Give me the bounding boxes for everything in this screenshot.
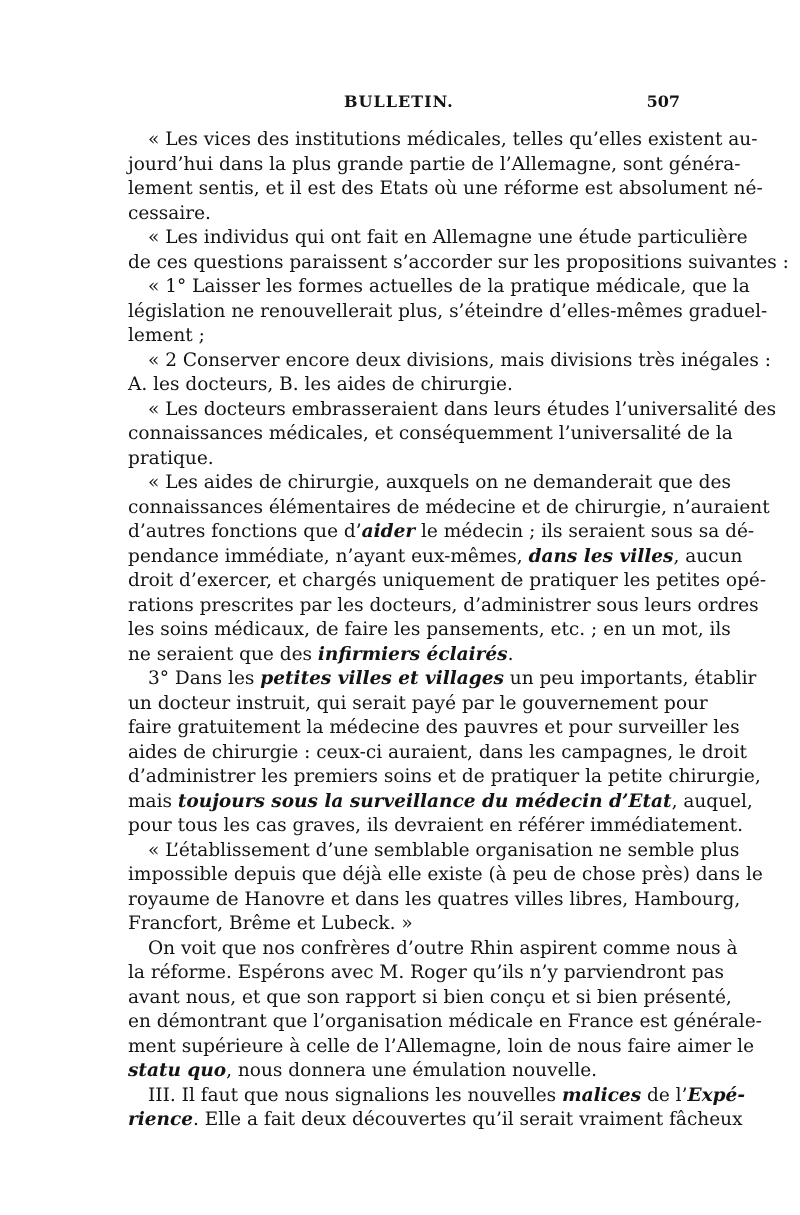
text-line: statu quo, nous donnera une émulation nouvelle. bbox=[128, 1060, 598, 1081]
text-line: en démontrant que l’organisation médicale en France est générale- bbox=[128, 1011, 762, 1032]
text-line: pratique. bbox=[128, 447, 214, 469]
text-line: législation ne renouvellerait plus, s’éteindre d’elles-mêmes graduel- bbox=[128, 300, 768, 322]
text-line: mais toujours sous la surveillance du médecin d’Etat, auquel, bbox=[128, 790, 753, 812]
text-line: les soins médicaux, de faire les pansements, etc. ; en un mot, ils bbox=[128, 619, 731, 640]
text-line: la réforme. Espérons avec M. Roger qu’ils n’y parviendront pas bbox=[128, 962, 725, 983]
text-line: A. les docteurs, B. les aides de chirurgie. bbox=[128, 374, 513, 395]
text-line: « Les individus qui ont fait en Allemagne une étude particulière bbox=[148, 227, 748, 248]
text-line: 3° Dans les petites villes et villages un peu importants, établir bbox=[148, 668, 757, 689]
text-line: « Les vices des institutions médicales, telles qu’elles existent au- bbox=[148, 129, 758, 150]
text-line: connaissances élémentaires de médecine et de chirurgie, n’auraient bbox=[128, 496, 770, 518]
text-line: jourd’hui dans la plus grande partie de l’Allemagne, sont généra- bbox=[128, 153, 741, 175]
text-line: « Les docteurs embrasseraient dans leurs études l’universalité des bbox=[148, 398, 777, 420]
text-line: rience. Elle a fait deux découvertes qu’il serait vraiment fâcheux bbox=[128, 1109, 743, 1130]
running-title: BULLETIN. bbox=[344, 92, 454, 111]
text-line: d’administrer les premiers soins et de pratiquer la petite chirurgie, bbox=[128, 766, 761, 787]
text-line: aides de chirurgie : ceux-ci auraient, dans les campagnes, le droit bbox=[128, 741, 747, 763]
text-line: droit d’exercer, et chargés uniquement de pratiquer les petites opé- bbox=[128, 570, 767, 591]
text-line: un docteur instruit, qui serait payé par le gouvernement pour bbox=[128, 692, 708, 714]
text-line: Francfort, Brême et Lubeck. » bbox=[128, 913, 413, 934]
text-line: « 1° Laisser les formes actuelles de la pratique médicale, que la bbox=[148, 276, 750, 297]
text-line: lement sentis, et il est des Etats où une réforme est absolument né- bbox=[128, 178, 763, 199]
text-line: On voit que nos confrères d’outre Rhin aspirent comme nous à bbox=[148, 937, 738, 959]
text-line: cessaire. bbox=[128, 202, 211, 224]
text-line: III. Il faut que nous signalions les nouvelles malices de l’Expé- bbox=[148, 1084, 745, 1106]
body-text bbox=[128, 128, 789, 1133]
text-line: rations prescrites par les docteurs, d’administrer sous leurs ordres bbox=[128, 594, 759, 616]
page-number: 507 bbox=[646, 92, 680, 111]
text-line: ment supérieure à celle de l’Allemagne, loin de nous faire aimer le bbox=[128, 1035, 755, 1057]
text-line: lement ; bbox=[128, 325, 205, 346]
text-line: « L’établissement d’une semblable organisation ne semble plus bbox=[148, 839, 740, 861]
text-line: faire gratuitement la médecine des pauvres et pour surveiller les bbox=[128, 717, 740, 738]
text-line: « 2 Conserver encore deux divisions, mais divisions très inégales : bbox=[148, 349, 771, 371]
text-line: d’autres fonctions que d’aider le médecin ; ils seraient sous sa dé- bbox=[128, 521, 755, 542]
page-header bbox=[128, 92, 680, 120]
text-line: pendance immédiate, n’ayant eux-mêmes, dans les villes, aucun bbox=[128, 545, 743, 567]
text-line: impossible depuis que déjà elle existe (à peu de chose près) dans le bbox=[128, 864, 763, 885]
text-line: pour tous les cas graves, ils devraient en référer immédiatement. bbox=[128, 815, 743, 836]
text-line: de ces questions paraissent s’accorder sur les propositions suivantes : bbox=[128, 251, 789, 273]
text-line: « Les aides de chirurgie, auxquels on ne demanderait que des bbox=[148, 472, 731, 493]
text-line: ne seraient que des infirmiers éclairés. bbox=[128, 643, 514, 665]
text-line: avant nous, et que son rapport si bien conçu et si bien présenté, bbox=[128, 986, 732, 1008]
text-line: connaissances médicales, et conséquemment l’universalité de la bbox=[128, 423, 733, 444]
text-line: royaume de Hanovre et dans les quatres villes libres, Hambourg, bbox=[128, 888, 741, 910]
